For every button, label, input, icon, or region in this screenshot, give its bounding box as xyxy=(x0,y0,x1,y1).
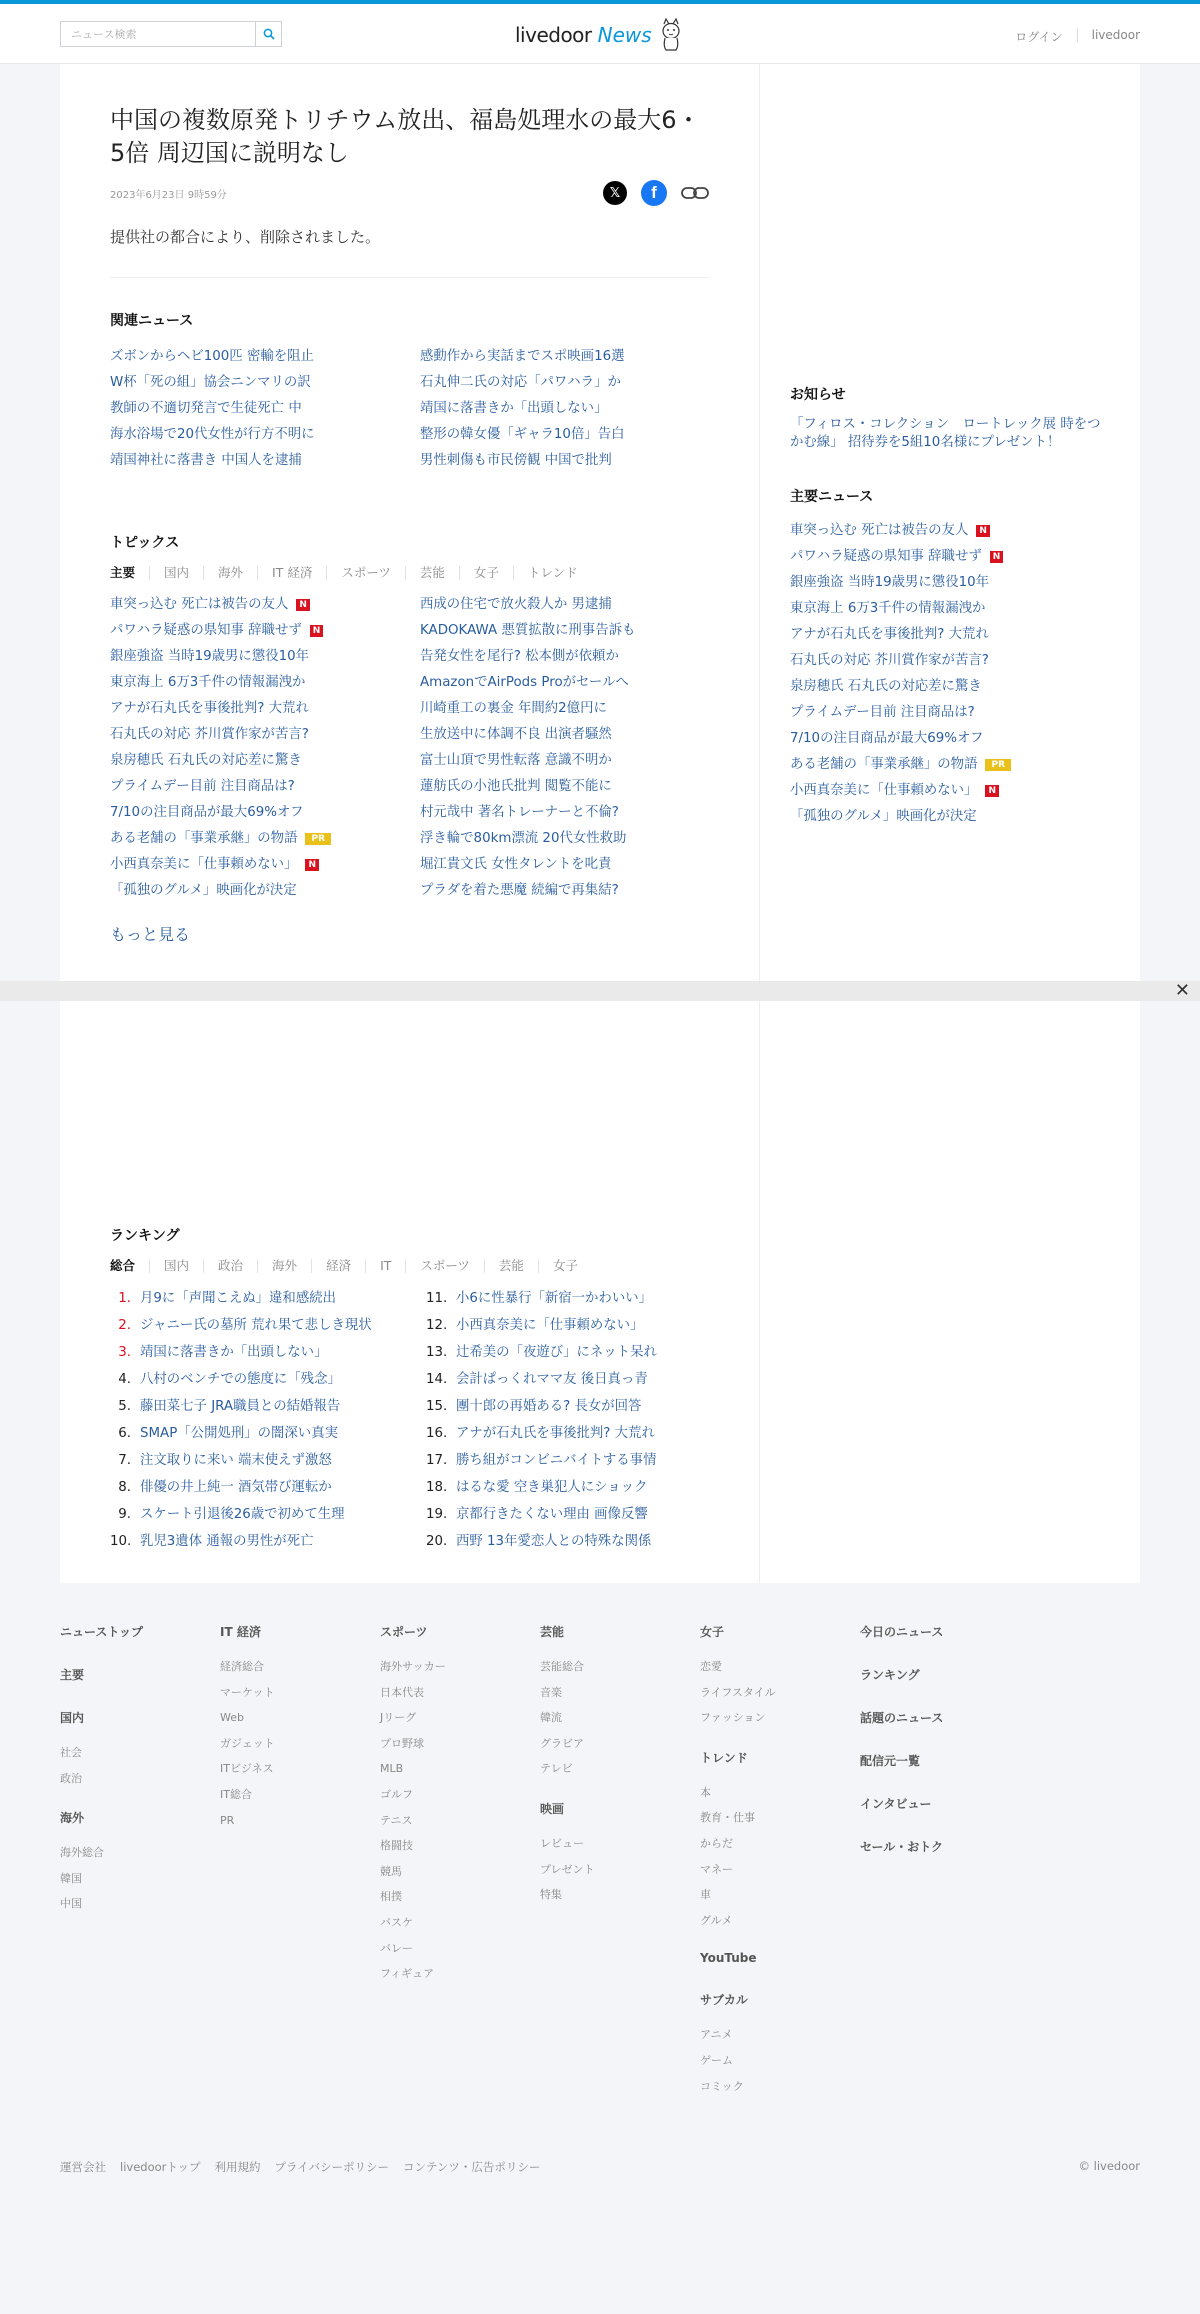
news-badge: N xyxy=(305,859,319,871)
footer-heading[interactable]: サブカル xyxy=(700,1993,748,2008)
related-news-item[interactable]: 石丸伸二氏の対応「パワハラ」か xyxy=(420,375,621,390)
topic-item[interactable]: 「孤独のグルメ」映画化が決定 xyxy=(110,883,297,898)
rank-number: 6. xyxy=(118,1426,131,1441)
footer-bottom-link[interactable]: コンテンツ・広告ポリシー xyxy=(402,2160,541,2174)
topic-item[interactable]: 浮き輪で80km漂流 20代女性救助 xyxy=(420,831,627,846)
ranking-row xyxy=(426,1501,736,1528)
livedoor-link[interactable]: livedoor xyxy=(1091,28,1140,42)
mascot-icon xyxy=(658,18,684,52)
ranking-tab[interactable]: 国内 xyxy=(149,1259,203,1273)
footer-link[interactable]: PR xyxy=(220,1813,235,1827)
ranking-link[interactable]: 西野 13年愛恋人との特殊な関係 xyxy=(456,1534,652,1549)
topics-right xyxy=(420,592,730,904)
rank-number: 2. xyxy=(118,1318,131,1333)
rank-number: 14. xyxy=(426,1372,448,1387)
ranking-link[interactable]: 会計ぱっくれママ友 後日真っ青 xyxy=(456,1372,648,1387)
logo-news: News xyxy=(597,23,652,47)
footer-group xyxy=(380,1623,540,1987)
ranking-tab[interactable]: 芸能 xyxy=(484,1259,538,1273)
topics-tabs xyxy=(110,566,709,580)
footer-heading[interactable]: 話題のニュース xyxy=(860,1711,944,1725)
footer-heading[interactable]: 今日のニュース xyxy=(860,1625,944,1639)
related-news-left xyxy=(110,344,420,474)
rank-number: 19. xyxy=(426,1507,448,1522)
topic-item[interactable]: 泉房穂氏 石丸氏の対応差に驚き xyxy=(110,753,302,768)
header-divider xyxy=(1077,28,1078,42)
footer-group xyxy=(700,1623,860,1731)
ranking-link[interactable]: はるな愛 空き巣犯人にショック xyxy=(456,1480,648,1495)
footer-group xyxy=(60,1623,220,1640)
ranking-link[interactable]: 辻希美の「夜遊び」にネット呆れ xyxy=(456,1345,657,1360)
ranking-row xyxy=(110,1420,426,1447)
topic-item[interactable]: 東京海上 6万3千件の情報漏洩か xyxy=(110,675,306,690)
main-news-item[interactable]: アナが石丸氏を事後批判? 大荒れ xyxy=(790,627,989,642)
topic-item[interactable]: 告発女性を尾行? 松本側が依頼か xyxy=(420,649,619,664)
footer-link[interactable]: 競馬 xyxy=(380,1864,402,1878)
ranking-left xyxy=(110,1285,426,1555)
ranking-link[interactable]: 乳児3遺体 通報の男性が死亡 xyxy=(140,1534,314,1549)
topic-item[interactable]: 富士山頂で男性転落 意識不明か xyxy=(420,753,612,768)
main-news-list xyxy=(790,518,1110,830)
ranking-link[interactable]: 靖国に落書きか「出頭しない」 xyxy=(140,1345,328,1360)
related-news-heading: 関連ニュース xyxy=(110,313,194,329)
close-icon[interactable]: ✕ xyxy=(1174,980,1190,1001)
ranking-row xyxy=(426,1474,736,1501)
header-user-links xyxy=(1015,28,1140,45)
rank-number: 10. xyxy=(110,1534,132,1549)
topics-tab[interactable]: 主要 xyxy=(110,565,136,580)
ranking-row xyxy=(110,1501,426,1528)
related-news-item[interactable]: 教師の不適切発言で生徒死亡 中 xyxy=(110,401,302,416)
ranking-tab[interactable]: 海外 xyxy=(257,1259,311,1273)
ranking-link[interactable]: 團十郎の再婚ある? 長女が回答 xyxy=(456,1399,642,1414)
ranking-row xyxy=(426,1528,736,1555)
footer-link[interactable]: グラビア xyxy=(540,1736,584,1750)
rank-number: 9. xyxy=(118,1507,131,1522)
topics-tab[interactable]: 海外 xyxy=(203,566,257,580)
footer-link[interactable]: プロ野球 xyxy=(380,1736,424,1750)
footer-group xyxy=(60,1666,220,1683)
related-news-item[interactable]: W杯「死の組」協会ニンマリの訳 xyxy=(110,375,311,390)
related-news-item[interactable]: 感動作から実話までスポ映画16選 xyxy=(420,349,625,364)
site-logo[interactable] xyxy=(515,18,684,52)
footer-heading[interactable]: セール・おトク xyxy=(860,1840,944,1854)
article-body: 提供社の都合により、削除されました。 xyxy=(110,226,709,278)
search-icon xyxy=(263,28,275,40)
footer-group xyxy=(700,1951,860,1965)
news-badge: N xyxy=(976,525,990,537)
footer-heading[interactable]: 国内 xyxy=(60,1711,85,1725)
rank-number: 17. xyxy=(426,1453,448,1468)
ranking-link[interactable]: 俳優の井上純一 酒気帯び運転か xyxy=(140,1480,332,1495)
footer-columns xyxy=(60,1623,1140,2117)
ranking-row xyxy=(426,1339,736,1366)
footer-link[interactable]: プレゼント xyxy=(540,1862,595,1876)
site-footer xyxy=(60,1583,1140,2286)
news-badge: N xyxy=(296,599,310,611)
ranking-row xyxy=(426,1366,736,1393)
related-news-item[interactable]: 靖国神社に落書き 中国人を逮捕 xyxy=(110,453,302,468)
article-meta xyxy=(110,180,709,206)
rank-number: 7. xyxy=(118,1453,131,1468)
topic-item[interactable]: 石丸氏の対応 芥川賞作家が苦言? xyxy=(110,727,309,742)
footer-link[interactable]: ファッション xyxy=(700,1711,766,1725)
ranking-row xyxy=(110,1528,426,1555)
ranking-link[interactable]: 藤田菜七子 JRA職員との結婚報告 xyxy=(140,1399,341,1414)
news-badge: N xyxy=(985,785,999,797)
footer-link[interactable]: 芸能総合 xyxy=(540,1660,584,1673)
ranking-row xyxy=(426,1285,736,1312)
topics-left xyxy=(110,592,420,904)
footer-group xyxy=(60,1809,220,1917)
topic-item[interactable]: 銀座強盗 当時19歳男に懲役10年 xyxy=(110,649,310,664)
ranking-link[interactable]: 勝ち組がコンビニバイトする事情 xyxy=(456,1453,657,1468)
ad-divider-band xyxy=(0,981,1200,1001)
ranking-area xyxy=(60,1001,1140,1583)
footer-link[interactable]: 経済総合 xyxy=(220,1660,264,1673)
footer-column xyxy=(860,1623,1020,2117)
ranking-link[interactable]: 小6に性暴行「新宿一かわいい」 xyxy=(456,1291,652,1306)
footer-link[interactable]: 恋愛 xyxy=(700,1660,722,1673)
related-news-list xyxy=(110,344,709,474)
main-news-item[interactable]: 石丸氏の対応 芥川賞作家が苦言? xyxy=(790,653,989,668)
main-news-item[interactable]: 泉房穂氏 石丸氏の対応差に驚き xyxy=(790,679,982,694)
topic-item[interactable]: 西成の住宅で放火殺人か 男逮捕 xyxy=(420,597,612,612)
footer-link[interactable]: 日本代表 xyxy=(380,1685,424,1699)
main-news-item[interactable]: 7/10の注目商品が最大69%オフ xyxy=(790,731,984,746)
logo-livedoor: livedoor xyxy=(515,23,592,47)
main-news-item[interactable]: パワハラ疑惑の県知事 辞職せず N xyxy=(790,544,1110,570)
footer-group xyxy=(860,1795,1020,1812)
footer-link[interactable]: テレビ xyxy=(540,1762,573,1776)
sidebar-lower xyxy=(760,1001,1140,1583)
topic-item[interactable]: 小西真奈美に「仕事頼めない」 N xyxy=(110,852,420,878)
main-news-item[interactable]: 小西真奈美に「仕事頼めない」 N xyxy=(790,778,1110,804)
rank-number: 1. xyxy=(118,1291,131,1306)
ranking-row xyxy=(426,1312,736,1339)
share-facebook-icon[interactable]: f xyxy=(641,180,667,206)
footer-link[interactable]: アニメ xyxy=(700,2028,733,2042)
search-button[interactable] xyxy=(255,22,281,46)
footer-link[interactable]: 韓国 xyxy=(60,1871,82,1885)
rank-number: 4. xyxy=(118,1372,131,1387)
topic-item[interactable]: プラダを着た悪魔 続編で再集結? xyxy=(420,883,619,898)
topics-tab[interactable]: 国内 xyxy=(149,566,203,580)
more-link[interactable]: もっと見る xyxy=(110,925,191,944)
footer-heading[interactable]: 海外 xyxy=(60,1811,85,1826)
article-title: 中国の複数原発トリチウム放出、福島処理水の最大6・5倍 周辺国に説明なし xyxy=(110,106,701,167)
footer-bottom-link[interactable]: 運営会社 xyxy=(60,2160,106,2174)
footer-link[interactable]: ガジェット xyxy=(220,1736,275,1750)
footer-bottom xyxy=(60,2159,1140,2175)
related-news-item[interactable]: 海水浴場で20代女性が行方不明に xyxy=(110,427,315,442)
rank-number: 16. xyxy=(426,1426,448,1441)
topics-tab[interactable]: 芸能 xyxy=(405,566,459,580)
main-column xyxy=(60,64,760,981)
footer-group xyxy=(860,1666,1020,1683)
topic-item[interactable]: 蓮舫氏の小池氏批判 閲覧不能に xyxy=(420,779,612,794)
footer-bottom-link[interactable]: 利用規約 xyxy=(214,2160,261,2174)
footer-link[interactable]: 海外サッカー xyxy=(380,1660,446,1673)
related-news-item[interactable]: 男性刺傷も市民傍観 中国で批判 xyxy=(420,453,612,468)
footer-link[interactable]: 相撲 xyxy=(380,1890,402,1904)
footer-group xyxy=(860,1709,1020,1726)
footer-link[interactable]: ゴルフ xyxy=(380,1787,413,1801)
ranking-link[interactable]: スケート引退後26歳で初めて生理 xyxy=(140,1507,345,1522)
topics-tab[interactable]: トレンド xyxy=(513,566,592,580)
main-news-item[interactable]: 東京海上 6万3千件の情報漏洩か xyxy=(790,601,986,616)
footer-link[interactable]: 特集 xyxy=(540,1888,562,1902)
rank-number: 15. xyxy=(426,1399,448,1414)
topics-tab[interactable]: スポーツ xyxy=(326,566,405,580)
main-news-heading: 主要ニュース xyxy=(790,489,874,505)
notice-link[interactable]: 「フィロス・コレクション ロートレック展 時をつかむ線」 招待券を5組10名様にプレゼント！ xyxy=(790,417,1101,450)
ranking-row xyxy=(110,1393,426,1420)
footer-column xyxy=(380,1623,540,2117)
footer-link[interactable]: 韓流 xyxy=(540,1711,562,1725)
footer-heading[interactable]: YouTube xyxy=(700,1951,757,1966)
footer-column xyxy=(60,1623,220,2117)
copy-link-icon[interactable] xyxy=(681,185,709,201)
footer-heading[interactable]: 映画 xyxy=(540,1801,565,1816)
footer-heading[interactable]: ランキング xyxy=(860,1668,920,1682)
ranking-tab[interactable]: 女子 xyxy=(538,1259,592,1273)
footer-bottom-link[interactable]: livedoorトップ xyxy=(120,2160,201,2174)
footer-link[interactable]: マーケット xyxy=(220,1685,275,1699)
ranking-list xyxy=(110,1285,709,1555)
ranking-link[interactable]: ジャニー氏の墓所 荒れ果て悲しき現状 xyxy=(140,1318,372,1333)
footer-group xyxy=(700,1749,860,1934)
footer-link[interactable]: バスケ xyxy=(380,1915,413,1929)
ranking-tab[interactable]: 経済 xyxy=(311,1259,365,1273)
login-link[interactable]: ログイン xyxy=(1015,30,1063,44)
topic-item[interactable]: 村元哉中 著名トレーナーと不倫? xyxy=(420,805,619,820)
topic-item[interactable]: KADOKAWA 悪質拡散に刑事告訴も xyxy=(420,623,636,638)
footer-link[interactable]: バレー xyxy=(380,1941,413,1955)
notice-heading: お知らせ xyxy=(790,387,846,403)
topic-item[interactable]: 川崎重工の裏金 年間約2億円に xyxy=(420,701,607,716)
topic-item[interactable]: プライムデー目前 注目商品は? xyxy=(110,779,295,794)
share-x-icon[interactable]: 𝕏 xyxy=(603,181,627,205)
ranking-row xyxy=(110,1285,426,1312)
footer-heading[interactable]: トレンド xyxy=(700,1750,748,1765)
footer-link[interactable]: 海外総合 xyxy=(60,1846,104,1860)
rank-number: 3. xyxy=(118,1345,131,1360)
footer-group xyxy=(220,1623,380,1833)
ranking-link[interactable]: SMAP「公開処刑」の闇深い真実 xyxy=(140,1426,338,1441)
footer-group xyxy=(860,1752,1020,1769)
footer-link[interactable]: からだ xyxy=(700,1836,733,1850)
ranking-link[interactable]: 小西真奈美に「仕事頼めない」 xyxy=(456,1318,644,1333)
ranking-tab[interactable]: 政治 xyxy=(203,1259,257,1273)
rank-number: 20. xyxy=(426,1534,448,1549)
news-badge: N xyxy=(310,625,324,637)
ranking-row xyxy=(110,1447,426,1474)
main-news-item[interactable]: 銀座強盗 当時19歳男に懲役10年 xyxy=(790,575,990,590)
footer-link[interactable]: ライフスタイル xyxy=(700,1685,776,1699)
main-news-item[interactable]: プライムデー目前 注目商品は? xyxy=(790,705,975,720)
footer-link[interactable]: コミック xyxy=(700,2079,744,2093)
footer-heading[interactable]: 主要 xyxy=(60,1668,85,1682)
article-date: 2023年6月23日 9時59分 xyxy=(110,189,227,201)
footer-group xyxy=(700,1991,860,2099)
footer-column xyxy=(700,1623,860,2117)
site-header xyxy=(0,4,1200,64)
topics-list xyxy=(110,592,709,904)
ranking-heading: ランキング xyxy=(110,1228,180,1244)
footer-link[interactable]: 格闘技 xyxy=(380,1839,413,1853)
footer-link[interactable]: 音楽 xyxy=(540,1685,562,1699)
ranking-row xyxy=(426,1447,736,1474)
ranking-tab[interactable]: スポーツ xyxy=(405,1259,484,1273)
footer-link[interactable]: 車 xyxy=(700,1888,711,1902)
footer-link[interactable]: ゲーム xyxy=(700,2053,733,2067)
topic-item[interactable]: 生放送中に体調不良 出演者騒然 xyxy=(420,727,612,742)
related-news-right xyxy=(420,344,730,474)
ranking-tab[interactable]: 総合 xyxy=(110,1258,136,1273)
footer-link[interactable]: ITビジネス xyxy=(220,1762,274,1776)
topic-item[interactable]: 堀江貴文氏 女性タレントを叱責 xyxy=(420,857,612,872)
pr-badge: PR xyxy=(985,759,1011,771)
rank-number: 18. xyxy=(426,1480,448,1495)
rank-number: 11. xyxy=(426,1291,448,1306)
ranking-tabs xyxy=(110,1259,709,1273)
footer-bottom-links xyxy=(60,2159,554,2175)
footer-heading[interactable]: 配信元一覧 xyxy=(860,1754,921,1768)
rank-number: 8. xyxy=(118,1480,131,1495)
footer-group xyxy=(860,1838,1020,1855)
footer-link[interactable]: 本 xyxy=(700,1785,711,1799)
ranking-link[interactable]: 月9に「声聞こえぬ」違和感続出 xyxy=(140,1291,336,1306)
sidebar xyxy=(760,64,1140,981)
topic-item[interactable]: アナが石丸氏を事後批判? 大荒れ xyxy=(110,701,309,716)
share-buttons xyxy=(603,180,709,206)
ranking-link[interactable]: 京都行きたくない理由 画像反響 xyxy=(456,1507,648,1522)
topic-item[interactable]: パワハラ疑惑の県知事 辞職せず N xyxy=(110,618,420,644)
related-news-item[interactable]: 靖国に落書きか「出頭しない」 xyxy=(420,401,608,416)
main-news-item[interactable]: 「孤独のグルメ」映画化が決定 xyxy=(790,809,977,824)
ranking-link[interactable]: 注文取りに来い 端末使えず激怒 xyxy=(140,1453,332,1468)
footer-group xyxy=(60,1709,220,1791)
ranking-row xyxy=(110,1474,426,1501)
copyright: © livedoor xyxy=(1078,2159,1140,2173)
topic-item[interactable]: 車突っ込む 死亡は被告の友人 N xyxy=(110,592,420,618)
rank-number: 5. xyxy=(118,1399,131,1414)
footer-link[interactable]: レビュー xyxy=(540,1836,584,1850)
content-area xyxy=(60,64,1140,981)
topics-heading: トピックス xyxy=(110,535,180,551)
footer-link[interactable]: マネー xyxy=(700,1862,733,1876)
ranking-tab[interactable]: IT xyxy=(365,1259,405,1273)
footer-heading[interactable]: 女子 xyxy=(700,1625,725,1639)
ranking-row xyxy=(110,1312,426,1339)
footer-heading[interactable]: ニューストップ xyxy=(60,1625,144,1639)
rank-number: 13. xyxy=(426,1345,448,1360)
footer-group xyxy=(860,1623,1020,1640)
pr-badge: PR xyxy=(305,833,331,845)
footer-link[interactable]: テニス xyxy=(380,1813,413,1827)
footer-bottom-link[interactable]: プライバシーポリシー xyxy=(274,2160,389,2174)
footer-heading[interactable]: 芸能 xyxy=(540,1625,565,1639)
ranking-link[interactable]: 八村のベンチでの態度に「残念」 xyxy=(140,1372,341,1387)
related-news-item[interactable]: ズボンからヘビ100匹 密輸を阻止 xyxy=(110,349,314,364)
footer-link[interactable]: Web xyxy=(220,1711,244,1725)
related-news-item[interactable]: 整形の韓女優「ギャラ10倍」告白 xyxy=(420,427,625,442)
search-box xyxy=(60,21,282,47)
ranking-section xyxy=(60,1001,760,1583)
footer-link[interactable]: グルメ xyxy=(700,1913,733,1927)
footer-link[interactable]: Jリーグ xyxy=(380,1711,417,1725)
main-news-item[interactable]: 車突っ込む 死亡は被告の友人 N xyxy=(790,518,1110,544)
ranking-row xyxy=(110,1366,426,1393)
footer-link[interactable]: 中国 xyxy=(60,1897,82,1911)
footer-column xyxy=(220,1623,380,2117)
footer-link[interactable]: 社会 xyxy=(60,1746,82,1759)
rank-number: 12. xyxy=(426,1318,448,1333)
footer-group xyxy=(540,1623,700,1782)
news-badge: N xyxy=(990,551,1004,563)
ranking-row xyxy=(110,1339,426,1366)
topic-item[interactable]: 7/10の注目商品が最大69%オフ xyxy=(110,805,304,820)
footer-link[interactable]: MLB xyxy=(380,1762,404,1776)
topic-item[interactable]: AmazonでAirPods Proがセールへ xyxy=(420,675,629,690)
footer-link[interactable]: 教育・仕事 xyxy=(700,1811,755,1825)
footer-link[interactable]: 政治 xyxy=(60,1771,82,1785)
main-news-item[interactable]: ある老舗の「事業承継」の物語 PR xyxy=(790,752,1110,778)
ranking-link[interactable]: アナが石丸氏を事後批判? 大荒れ xyxy=(456,1426,655,1441)
ranking-right xyxy=(426,1285,736,1555)
footer-heading[interactable]: スポーツ xyxy=(380,1625,428,1639)
topics-tab[interactable]: 女子 xyxy=(459,566,513,580)
ranking-row xyxy=(426,1393,736,1420)
topics-tab[interactable]: IT 経済 xyxy=(257,566,326,580)
footer-heading[interactable]: インタビュー xyxy=(860,1797,932,1811)
footer-column xyxy=(540,1623,700,2117)
ranking-row xyxy=(426,1420,736,1447)
search-input[interactable] xyxy=(61,22,255,46)
footer-link[interactable]: フィギュア xyxy=(380,1967,435,1981)
footer-link[interactable]: IT総合 xyxy=(220,1787,252,1801)
footer-group xyxy=(540,1800,700,1908)
topic-item[interactable]: ある老舗の「事業承継」の物語 PR xyxy=(110,826,420,852)
footer-heading[interactable]: IT 経済 xyxy=(220,1625,261,1639)
